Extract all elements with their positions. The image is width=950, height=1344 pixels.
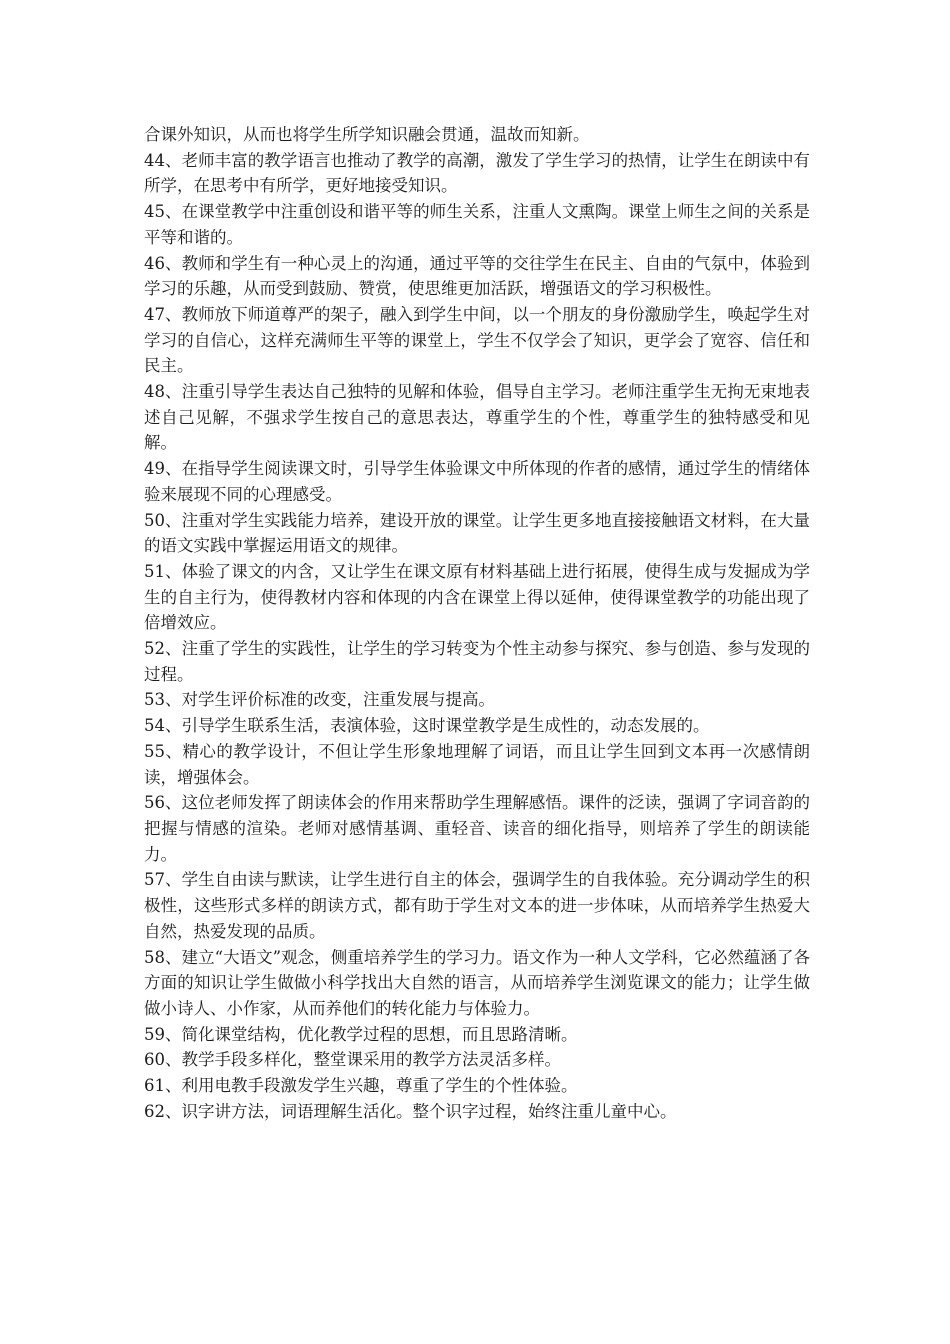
paragraph-49: 49、在指导学生阅读课文时，引导学生体验课文中所体现的作者的感情，通过学生的情绪体验来展现不同的心理感受。	[144, 459, 810, 504]
paragraph-54: 54、引导学生联系生活，表演体验，这时课堂教学是生成性的，动态发展的。	[144, 716, 710, 736]
paragraph-60: 60、教学手段多样化，整堂课采用的教学方法灵活多样。	[144, 1050, 561, 1070]
paragraph-53: 53、对学生评价标准的改变，注重发展与提高。	[144, 690, 495, 710]
document-page	[144, 122, 810, 1124]
paragraph-50: 50、注重对学生实践能力培养，建设开放的课堂。让学生更多地直接接触语文材料，在大量的语文实践中掌握运用语文的规律。	[144, 510, 810, 556]
paragraph-57: 57、学生自由读与默读，让学生进行自主的体会，强调学生的自我体验。充分调动学生的积极性，这些形式多样的朗读方式，都有助于学生对文本的进一步体味，从而培养学生热爱大自然，热爱发现的品质。	[144, 870, 810, 941]
paragraph-61: 61、利用电教手段激发学生兴趣，尊重了学生的个性体验。	[144, 1076, 578, 1096]
paragraph-45: 45、在课堂教学中注重创设和谐平等的师生关系，注重人文熏陶。课堂上师生之间的关系是平等和谐的。	[144, 202, 810, 247]
paragraph-47: 47、教师放下师道尊严的架子，融入到学生中间，以一个朋友的身份激励学生，唤起学生对学习的自信心，这样充满师生平等的课堂上，学生不仅学会了知识，更学会了宽容、信任和民主。	[144, 304, 810, 376]
paragraph-58: 58、建立“大语文”观念，侧重培养学生的学习力。语文作为一种人文学科，它必然蕴涵了各方面的知识让学生做做小科学找出大自然的语言，从而培养学生浏览课文的能力；让学生做做小诗人、小作家，从而养他们的转化能力与体验力。	[144, 947, 810, 1018]
paragraph-59: 59、简化课堂结构，优化教学过程的思想，而且思路清晰。	[144, 1024, 578, 1044]
paragraph-44: 44、老师丰富的教学语言也推动了教学的高潮，激发了学生学习的热情，让学生在朗读中有所学，在思考中有所学，更好地接受知识。	[144, 150, 810, 196]
paragraph-46: 46、教师和学生有一种心灵上的沟通，通过平等的交往学生在民主、自由的气氛中，体验到学习的乐趣，从而受到鼓励、赞赏，使思维更加活跃，增强语文的学习积极性。	[144, 253, 810, 299]
paragraph-continuation: 合课外知识，从而也将学生所学知识融会贯通，温故而知新。	[144, 125, 590, 144]
paragraph-51: 51、体验了课文的内含，又让学生在课文原有材料基础上进行拓展，使得生成与发掘成为学生的自主行为，使得教材内容和体现的内含在课堂上得以延伸，使得课堂教学的功能出现了倍增效应。	[144, 561, 810, 633]
paragraph-62: 62、识字讲方法，词语理解生活化。整个识字过程，始终注重儿童中心。	[144, 1101, 677, 1121]
paragraph-52: 52、注重了学生的实践性，让学生的学习转变为个性主动参与探究、参与创造、参与发现的过程。	[144, 639, 810, 684]
paragraph-48: 48、注重引导学生表达自己独特的见解和体验，倡导自主学习。老师注重学生无拘无束地表述自己见解，不强求学生按自己的意思表达，尊重学生的个性，尊重学生的独特感受和见解。	[144, 382, 810, 453]
paragraph-55: 55、精心的教学设计，不但让学生形象地理解了词语，而且让学生回到文本再一次感情朗读，增强体会。	[144, 741, 810, 787]
paragraph-56: 56、这位老师发挥了朗读体会的作用来帮助学生理解感悟。课件的泛读，强调了字词音韵的把握与情感的渲染。老师对感情基调、重轻音、读音的细化指导，则培养了学生的朗读能力。	[144, 793, 810, 864]
